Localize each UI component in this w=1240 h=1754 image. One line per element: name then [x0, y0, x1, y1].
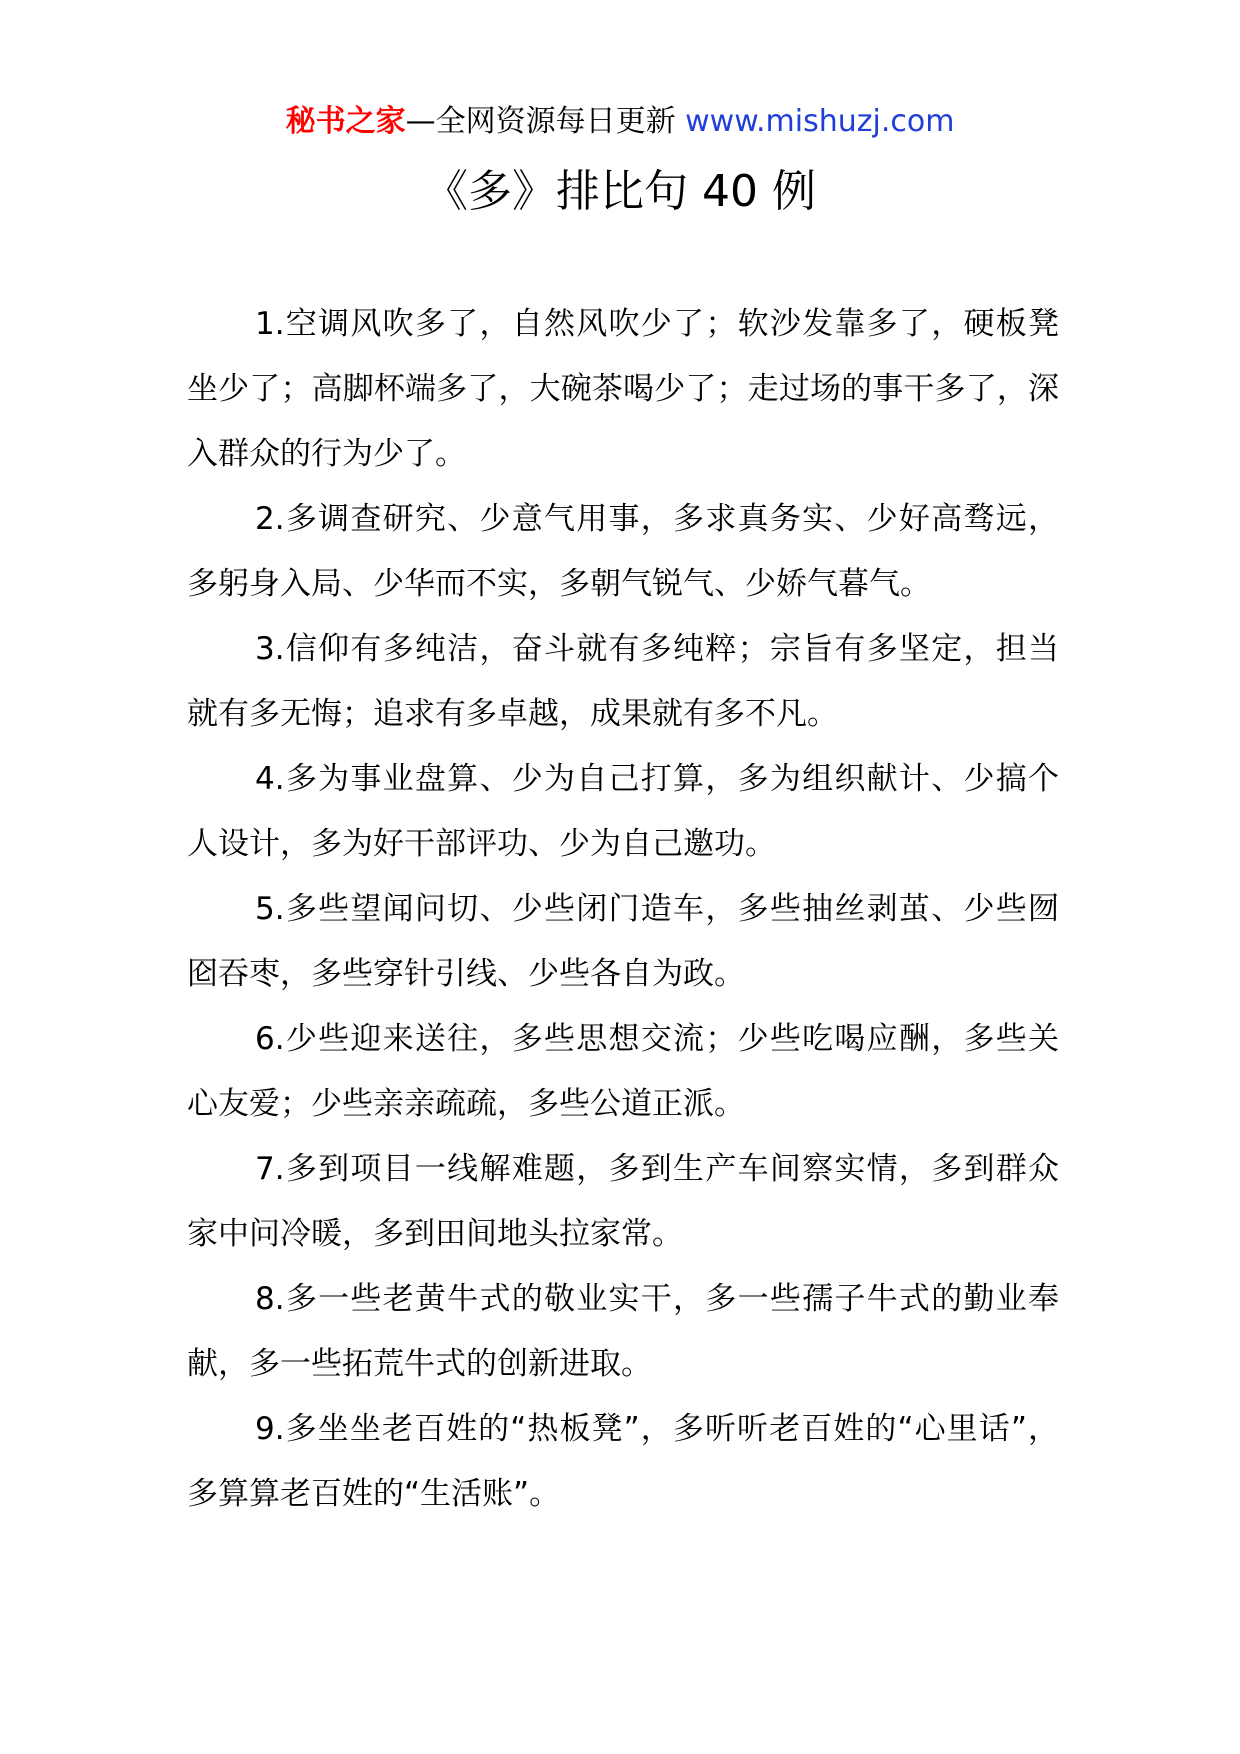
- list-item: 9.多坐坐老百姓的“热板凳”，多听听老百姓的“心里话”，多算算老百姓的“生活账”。: [187, 1411, 1059, 1512]
- brand-name: 秘书之家: [285, 104, 406, 139]
- list-item: 4.多为事业盘算、少为自己打算，多为组织献计、少搞个人设计，多为好干部评功、少为自己邀功。: [187, 761, 1059, 862]
- list-item: 5.多些望闻问切、少些闭门造车，多些抽丝剥茧、少些囫囵吞枣，多些穿针引线、少些各自为政。: [187, 891, 1059, 992]
- list-item: 8.多一些老黄牛式的敬业实干，多一些孺子牛式的勤业奉献，多一些拓荒牛式的创新进取。: [187, 1281, 1059, 1382]
- list-item: 7.多到项目一线解难题，多到生产车间察实情，多到群众家中问冷暖，多到田间地头拉家常。: [187, 1151, 1059, 1252]
- site-url-link[interactable]: www.mishuzj.com: [685, 104, 955, 139]
- header-tagline: —全网资源每日更新: [405, 104, 686, 139]
- list-item: 2.多调查研究、少意气用事，多求真务实、少好高骛远，多躬身入局、少华而不实，多朝气锐气、少娇气暮气。: [187, 501, 1059, 602]
- document-body: [187, 292, 1059, 1527]
- list-item: 3.信仰有多纯洁，奋斗就有多纯粹；宗旨有多坚定，担当就有多无悔；追求有多卓越，成果就有多不凡。: [187, 631, 1059, 732]
- document-title: 《多》排比句 40 例: [424, 166, 816, 217]
- header-banner: [0, 100, 1240, 144]
- list-item: 1.空调风吹多了，自然风吹少了；软沙发靠多了，硬板凳坐少了；高脚杯端多了，大碗茶喝少了；走过场的事干多了，深入群众的行为少了。: [187, 306, 1059, 472]
- list-item: 6.少些迎来送往，多些思想交流；少些吃喝应酬，多些关心友爱；少些亲亲疏疏，多些公道正派。: [187, 1021, 1059, 1122]
